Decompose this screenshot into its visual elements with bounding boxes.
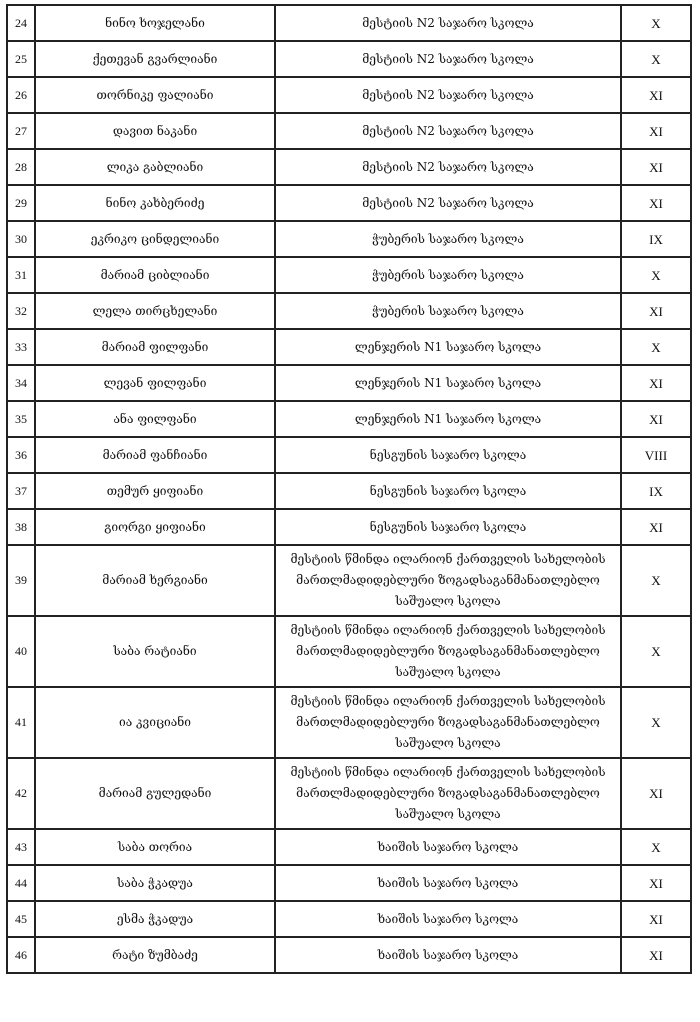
grade-cell: XI xyxy=(621,365,691,401)
school-name-line: მესტიის N2 საჯარო სკოლა xyxy=(362,15,534,30)
student-name-cell: ნინო კახბერიძე xyxy=(35,185,275,221)
school-name-line: მართლმადიდებლური ზოგადსაგანმანათლებლო xyxy=(296,715,600,729)
table-row xyxy=(7,509,691,545)
school-cell xyxy=(275,829,621,865)
student-name-cell: რატი ზუმბაძე xyxy=(35,937,275,973)
participants-table xyxy=(6,4,692,974)
school-cell xyxy=(275,937,621,973)
student-name-cell: თორნიკე ფალიანი xyxy=(35,77,275,113)
grade-cell: XI xyxy=(621,901,691,937)
row-number-cell: 26 xyxy=(7,77,35,113)
school-cell xyxy=(275,41,621,77)
school-cell xyxy=(275,616,621,687)
school-name-line: მესტიის N2 საჯარო სკოლა xyxy=(362,87,534,102)
table-row xyxy=(7,113,691,149)
row-number-cell: 35 xyxy=(7,401,35,437)
school-name-line: საშუალო სკოლა xyxy=(395,736,501,750)
row-number-cell: 44 xyxy=(7,865,35,901)
table-row xyxy=(7,5,691,41)
table-row xyxy=(7,257,691,293)
school-cell xyxy=(275,437,621,473)
grade-cell: XI xyxy=(621,113,691,149)
student-name-cell: ია კვიციანი xyxy=(35,687,275,758)
school-name-line: მართლმადიდებლური ზოგადსაგანმანათლებლო xyxy=(296,573,600,587)
table-row xyxy=(7,545,691,616)
school-name-line: ლენჯერის N1 საჯარო სკოლა xyxy=(354,411,542,426)
row-number-cell: 41 xyxy=(7,687,35,758)
student-name-cell: ეკრიკო ცინდელიანი xyxy=(35,221,275,257)
table-row xyxy=(7,829,691,865)
school-cell xyxy=(275,257,621,293)
student-name-cell: ნინო ხოჯელანი xyxy=(35,5,275,41)
student-name-cell: ესმა ჭკადუა xyxy=(35,901,275,937)
student-name-cell: ლელა თირცხელანი xyxy=(35,293,275,329)
school-cell xyxy=(275,545,621,616)
grade-cell: XI xyxy=(621,77,691,113)
school-cell xyxy=(275,221,621,257)
grade-cell: IX xyxy=(621,473,691,509)
student-name-cell: თემურ ყიფიანი xyxy=(35,473,275,509)
school-cell xyxy=(275,401,621,437)
table-row xyxy=(7,293,691,329)
student-name-cell: მარიამ ხერგიანი xyxy=(35,545,275,616)
school-name-line: ნესგუნის საჯარო სკოლა xyxy=(369,483,527,498)
school-name-line: მესტიის N2 საჯარო სკოლა xyxy=(362,195,534,210)
student-name-cell: გიორგი ყიფიანი xyxy=(35,509,275,545)
school-name-line: ჭუბერის საჯარო სკოლა xyxy=(372,267,524,282)
school-cell xyxy=(275,901,621,937)
row-number-cell: 34 xyxy=(7,365,35,401)
school-name-line: მესტიის წმინდა ილარიონ ქართველის სახელობის xyxy=(290,623,606,637)
table-row xyxy=(7,865,691,901)
school-name-line: საშუალო სკოლა xyxy=(395,665,501,679)
school-cell xyxy=(275,5,621,41)
row-number-cell: 36 xyxy=(7,437,35,473)
grade-cell: IX xyxy=(621,221,691,257)
school-cell xyxy=(275,149,621,185)
grade-cell: XI xyxy=(621,149,691,185)
table-row xyxy=(7,437,691,473)
row-number-cell: 24 xyxy=(7,5,35,41)
school-cell xyxy=(275,758,621,829)
table-row xyxy=(7,758,691,829)
table-row xyxy=(7,77,691,113)
table-row xyxy=(7,149,691,185)
table-row xyxy=(7,616,691,687)
school-cell xyxy=(275,509,621,545)
school-name-line: ნესგუნის საჯარო სკოლა xyxy=(369,519,527,534)
school-name-line: მესტიის N2 საჯარო სკოლა xyxy=(362,159,534,174)
school-cell xyxy=(275,113,621,149)
row-number-cell: 25 xyxy=(7,41,35,77)
table-row xyxy=(7,221,691,257)
school-name-line: მართლმადიდებლური ზოგადსაგანმანათლებლო xyxy=(296,786,600,800)
grade-cell: VIII xyxy=(621,437,691,473)
school-name-line: მართლმადიდებლური ზოგადსაგანმანათლებლო xyxy=(296,644,600,658)
school-name-line: ჭუბერის საჯარო სკოლა xyxy=(372,303,524,318)
school-cell xyxy=(275,687,621,758)
student-name-cell: მარიამ ფანჩიანი xyxy=(35,437,275,473)
school-cell xyxy=(275,865,621,901)
student-name-cell: მარიამ ფილფანი xyxy=(35,329,275,365)
school-name-line: ლენჯერის N1 საჯარო სკოლა xyxy=(354,339,542,354)
school-name-line: ხაიშის საჯარო სკოლა xyxy=(377,839,519,854)
grade-cell: XI xyxy=(621,509,691,545)
student-name-cell: ლიკა გაბლიანი xyxy=(35,149,275,185)
student-name-cell: მარიამ გულედანი xyxy=(35,758,275,829)
grade-cell: X xyxy=(621,41,691,77)
school-cell xyxy=(275,185,621,221)
school-cell xyxy=(275,473,621,509)
grade-cell: XI xyxy=(621,865,691,901)
grade-cell: X xyxy=(621,329,691,365)
row-number-cell: 38 xyxy=(7,509,35,545)
school-name-line: მესტიის N2 საჯარო სკოლა xyxy=(362,123,534,138)
grade-cell: XI xyxy=(621,185,691,221)
grade-cell: X xyxy=(621,616,691,687)
school-cell xyxy=(275,329,621,365)
participants-table-body xyxy=(7,5,691,973)
table-row xyxy=(7,687,691,758)
student-name-cell: ქეთევან გვარლიანი xyxy=(35,41,275,77)
school-name-line: მესტიის N2 საჯარო სკოლა xyxy=(362,51,534,66)
student-name-cell: ანა ფილფანი xyxy=(35,401,275,437)
school-name-line: მესტიის წმინდა ილარიონ ქართველის სახელობის xyxy=(290,765,606,779)
school-cell xyxy=(275,365,621,401)
school-name-line: მესტიის წმინდა ილარიონ ქართველის სახელობის xyxy=(290,694,606,708)
table-row xyxy=(7,365,691,401)
school-name-line: ხაიშის საჯარო სკოლა xyxy=(377,911,519,926)
school-name-line: ლენჯერის N1 საჯარო სკოლა xyxy=(354,375,542,390)
school-name-line: საშუალო სკოლა xyxy=(395,807,501,821)
school-name-line: ნესგუნის საჯარო სკოლა xyxy=(369,447,527,462)
row-number-cell: 33 xyxy=(7,329,35,365)
table-row xyxy=(7,473,691,509)
row-number-cell: 46 xyxy=(7,937,35,973)
row-number-cell: 32 xyxy=(7,293,35,329)
school-cell xyxy=(275,293,621,329)
grade-cell: X xyxy=(621,687,691,758)
student-name-cell: დავით ნაკანი xyxy=(35,113,275,149)
table-row xyxy=(7,41,691,77)
grade-cell: XI xyxy=(621,937,691,973)
row-number-cell: 39 xyxy=(7,545,35,616)
table-row xyxy=(7,329,691,365)
grade-cell: XI xyxy=(621,401,691,437)
student-name-cell: საბა ჭკადუა xyxy=(35,865,275,901)
grade-cell: X xyxy=(621,257,691,293)
school-name-line: ხაიშის საჯარო სკოლა xyxy=(377,947,519,962)
row-number-cell: 45 xyxy=(7,901,35,937)
row-number-cell: 43 xyxy=(7,829,35,865)
row-number-cell: 37 xyxy=(7,473,35,509)
student-name-cell: საბა რატიანი xyxy=(35,616,275,687)
grade-cell: X xyxy=(621,5,691,41)
table-row xyxy=(7,185,691,221)
grade-cell: X xyxy=(621,545,691,616)
school-name-line: მესტიის წმინდა ილარიონ ქართველის სახელობის xyxy=(290,552,606,566)
row-number-cell: 28 xyxy=(7,149,35,185)
table-row xyxy=(7,901,691,937)
student-name-cell: ლევან ფილფანი xyxy=(35,365,275,401)
row-number-cell: 42 xyxy=(7,758,35,829)
school-name-line: ხაიშის საჯარო სკოლა xyxy=(377,875,519,890)
table-row xyxy=(7,937,691,973)
school-name-line: საშუალო სკოლა xyxy=(395,594,501,608)
school-name-line: ჭუბერის საჯარო სკოლა xyxy=(372,231,524,246)
student-name-cell: მარიამ ციბლიანი xyxy=(35,257,275,293)
student-name-cell: საბა თორია xyxy=(35,829,275,865)
row-number-cell: 30 xyxy=(7,221,35,257)
school-cell xyxy=(275,77,621,113)
row-number-cell: 27 xyxy=(7,113,35,149)
row-number-cell: 40 xyxy=(7,616,35,687)
row-number-cell: 31 xyxy=(7,257,35,293)
grade-cell: XI xyxy=(621,293,691,329)
grade-cell: X xyxy=(621,829,691,865)
row-number-cell: 29 xyxy=(7,185,35,221)
table-row xyxy=(7,401,691,437)
grade-cell: XI xyxy=(621,758,691,829)
